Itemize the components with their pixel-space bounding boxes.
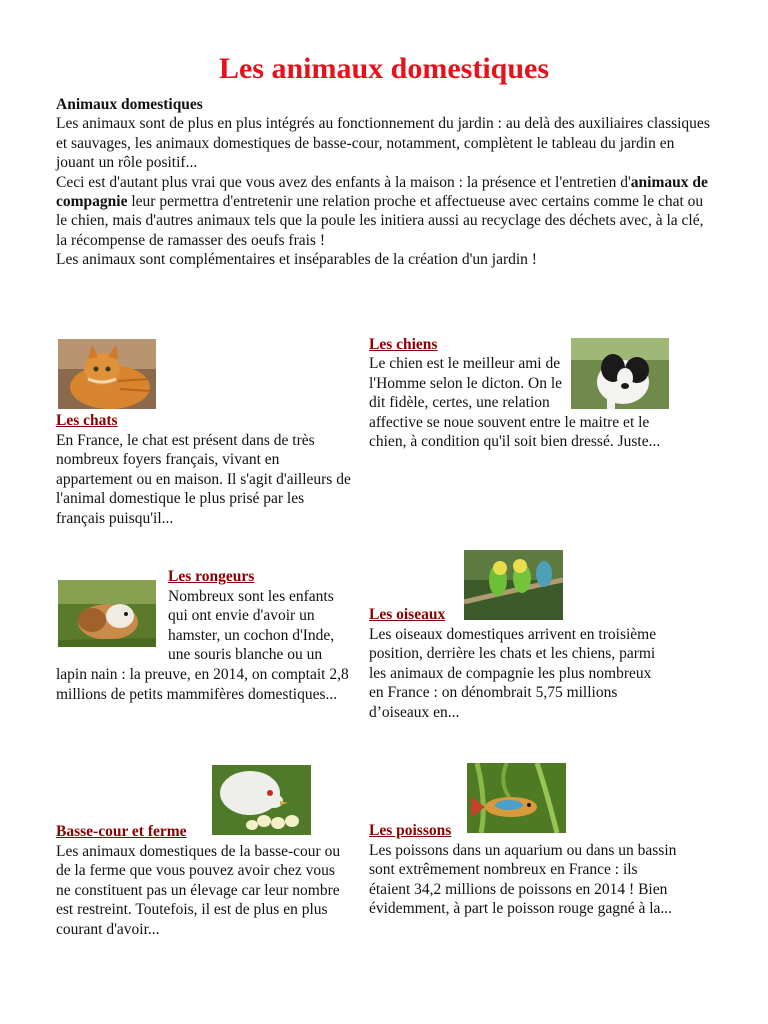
section-chiens: [369, 335, 564, 355]
intro-p2-before: Ceci est d'autant plus vrai que vous avez des enfants à la maison : la présence et l'entretien d': [56, 173, 631, 191]
section-rongeurs: [56, 567, 354, 704]
rongeurs-photo-spacer: [56, 567, 168, 651]
section-text-chiens: Le chien est le meilleur ami de l'Homme selon le dicton. On le dit fidèle, certes, une relation affective se noue souvent entre le maitre et le chien, à condition qu'il soit bien dressé. Juste...: [369, 355, 661, 451]
section-title-chats[interactable]: Les chats: [56, 412, 118, 429]
dog-photo-spacer: [564, 354, 669, 408]
intro-paragraph-3: Les animaux sont complémentaires et inséparables de la création d'un jardin !: [56, 251, 537, 269]
intro-paragraph-2: [56, 173, 716, 251]
section-title-oiseaux[interactable]: Les oiseaux: [369, 606, 446, 623]
section-chats: [56, 411, 356, 529]
section-poissons: [369, 821, 679, 919]
cat-photo[interactable]: [58, 339, 156, 409]
section-oiseaux: [369, 605, 659, 723]
intro-p2-bold: animaux de compagnie: [56, 173, 708, 211]
section-text-basse-cour: Les animaux domestiques de la basse-cour ou de la ferme que vous pouvez avoir chez vous ne constituent pas un élevage car leur nombre est restreint. Toutefois, il est de plus en plus courant d'avoir...: [56, 842, 341, 938]
page-title: Les animaux domestiques: [218, 52, 550, 85]
section-basse-cour: [56, 822, 346, 940]
intro-paragraph-1: Les animaux sont de plus en plus intégrés au fonctionnement du jardin : au delà des auxiliaires classiques et sauvages, les animaux domestiques de basse-cour, notamment, complètent le tableau du jardin en jouant un rôle positif...: [56, 115, 710, 172]
intro-block: [56, 95, 716, 270]
section-chiens-body: [369, 354, 669, 452]
intro-p2-after: leur permettra d'entretenir une relation proche et affectueuse avec certains comme le chat ou le chien, mais d'autres animaux tels que la poule les initiera aussi au recyclage des déchets avec, à la clé, la récompense de ramasser des oeufs frais !: [56, 193, 704, 249]
section-title-chiens[interactable]: Les chiens: [369, 336, 438, 353]
section-title-poissons[interactable]: Les poissons: [369, 822, 452, 839]
section-title-rongeurs[interactable]: Les rongeurs: [168, 568, 255, 585]
section-text-rongeurs: Nombreux sont les enfants qui ont envie d'avoir un hamster, un cochon d'Inde, une souris blanche ou un lapin nain : la preuve, en 2014, on comptait 2,8 millions de petits mammifères domestiques...: [56, 587, 349, 703]
intro-heading: Animaux domestiques: [56, 96, 203, 113]
section-text-oiseaux: Les oiseaux domestiques arrivent en troisième position, derrière les chats et les chiens, parmi les animaux de compagnie les plus nombreux en France : on dénombrait 5,75 millions d’oiseaux en...: [369, 625, 657, 721]
section-title-basse-cour[interactable]: Basse-cour et ferme: [56, 823, 187, 840]
section-text-chats: En France, le chat est présent dans de très nombreux foyers français, vivant en appartement ou en maison. Il s'agit d'ailleurs de l'animal domestique le plus prisé par les français puisqu'il...: [56, 431, 351, 527]
section-text-poissons: Les poissons dans un aquarium ou dans un bassin sont extrêmement nombreux en France : ils étaient 34,2 millions de poissons en 2014 ! Bien évidemment, à part le poisson rouge gagné à la...: [369, 841, 677, 918]
